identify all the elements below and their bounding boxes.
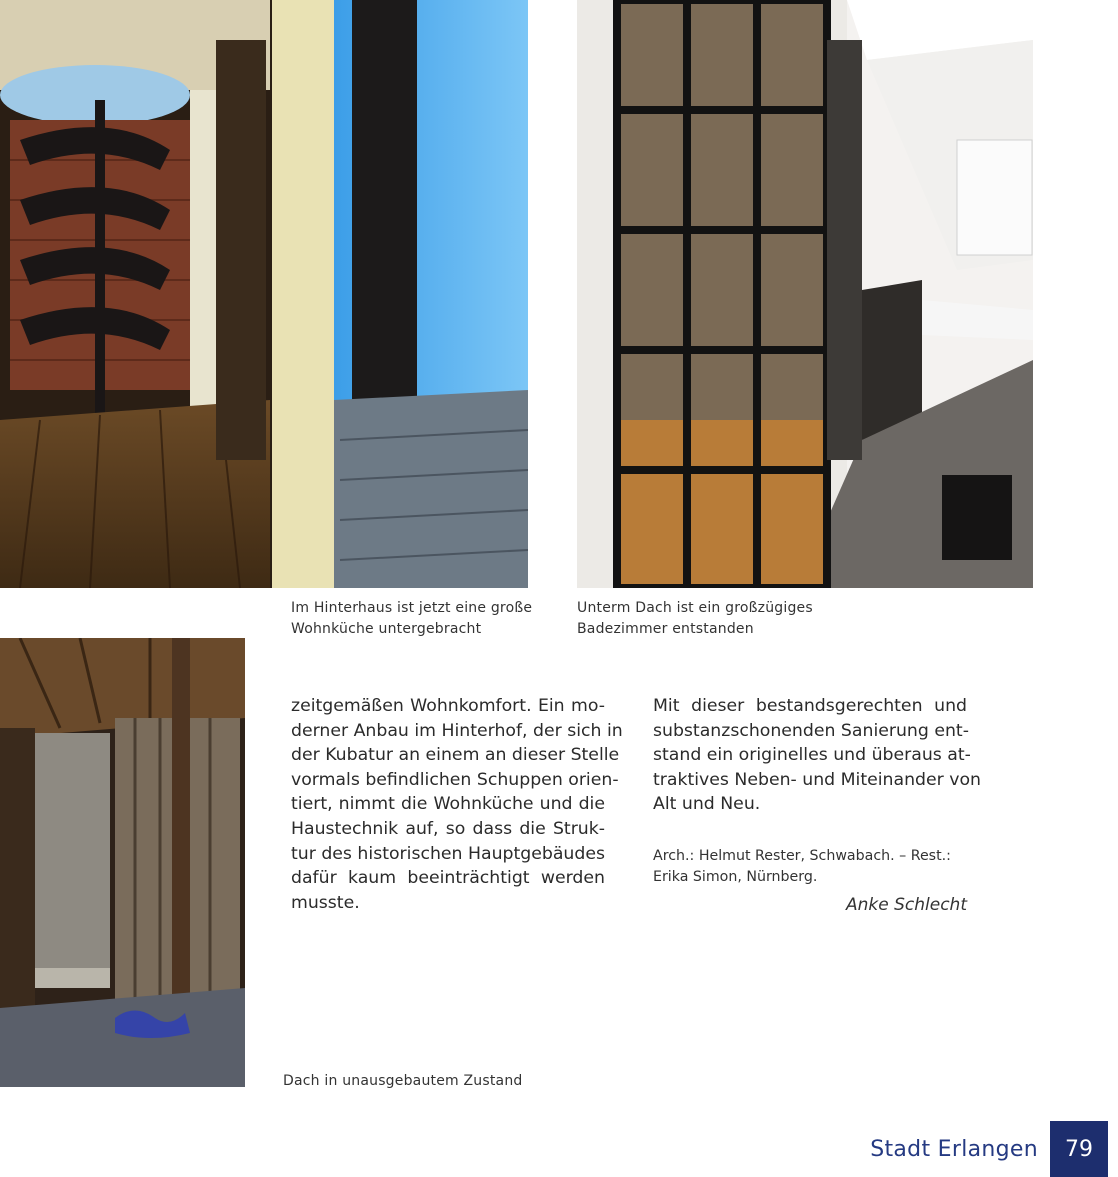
photo-kitchen — [0, 0, 528, 588]
architect-credits — [653, 846, 967, 888]
photo-attic-image — [0, 638, 245, 1087]
body-column-right — [653, 694, 981, 817]
body-line: tiert, nimmt die Wohnküche und die — [291, 794, 605, 815]
caption-line: Wohnküche untergebracht — [291, 621, 482, 637]
footer-publication-title: Stadt Erlangen — [870, 1137, 1038, 1162]
caption-kitchen — [291, 598, 551, 640]
body-line: Alt und Neu. — [653, 794, 761, 815]
body-line: derner Anbau im Hinterhof, der sich in — [291, 720, 623, 741]
body-line: dafür kaum beeinträchtigt werden — [291, 868, 605, 889]
body-line: stand ein originelles und überaus at- — [653, 745, 971, 766]
body-line: musste. — [291, 892, 360, 913]
caption-bathroom — [577, 598, 837, 640]
photo-bathroom-image — [577, 0, 1033, 588]
page-number-box — [1050, 1121, 1108, 1177]
caption-attic — [283, 1071, 543, 1092]
caption-line: Unterm Dach ist ein großzügiges — [577, 600, 813, 616]
caption-line: Dach in unausgebautem Zustand — [283, 1073, 523, 1089]
body-line: vormals befindlichen Schuppen orien- — [291, 769, 619, 790]
body-line: tur des historischen Hauptgebäudes — [291, 843, 605, 864]
photo-kitchen-image — [0, 0, 528, 588]
body-column-left — [291, 694, 623, 915]
author-name: Anke Schlecht — [846, 895, 967, 915]
body-line: der Kubatur an einem an dieser Stelle — [291, 745, 620, 766]
body-line: Mit dieser bestandsgerechten und — [653, 696, 967, 716]
photo-attic — [0, 638, 245, 1087]
page-number: 79 — [1065, 1136, 1093, 1162]
body-line: traktives Neben- und Miteinander von — [653, 769, 981, 790]
caption-line: Im Hinterhaus ist jetzt eine große — [291, 600, 533, 616]
credits-line: Erika Simon, Nürnberg. — [653, 869, 818, 885]
body-line: zeitgemäßen Wohnkomfort. Ein mo- — [291, 696, 605, 716]
photo-bathroom — [577, 0, 1033, 588]
caption-line: Badezimmer entstanden — [577, 621, 754, 637]
body-line: substanzschonenden Sanierung ent- — [653, 720, 969, 741]
credits-line: Arch.: Helmut Rester, Schwabach. – Rest.: — [653, 848, 951, 864]
body-line: Haustechnik auf, so dass die Struk- — [291, 818, 605, 839]
